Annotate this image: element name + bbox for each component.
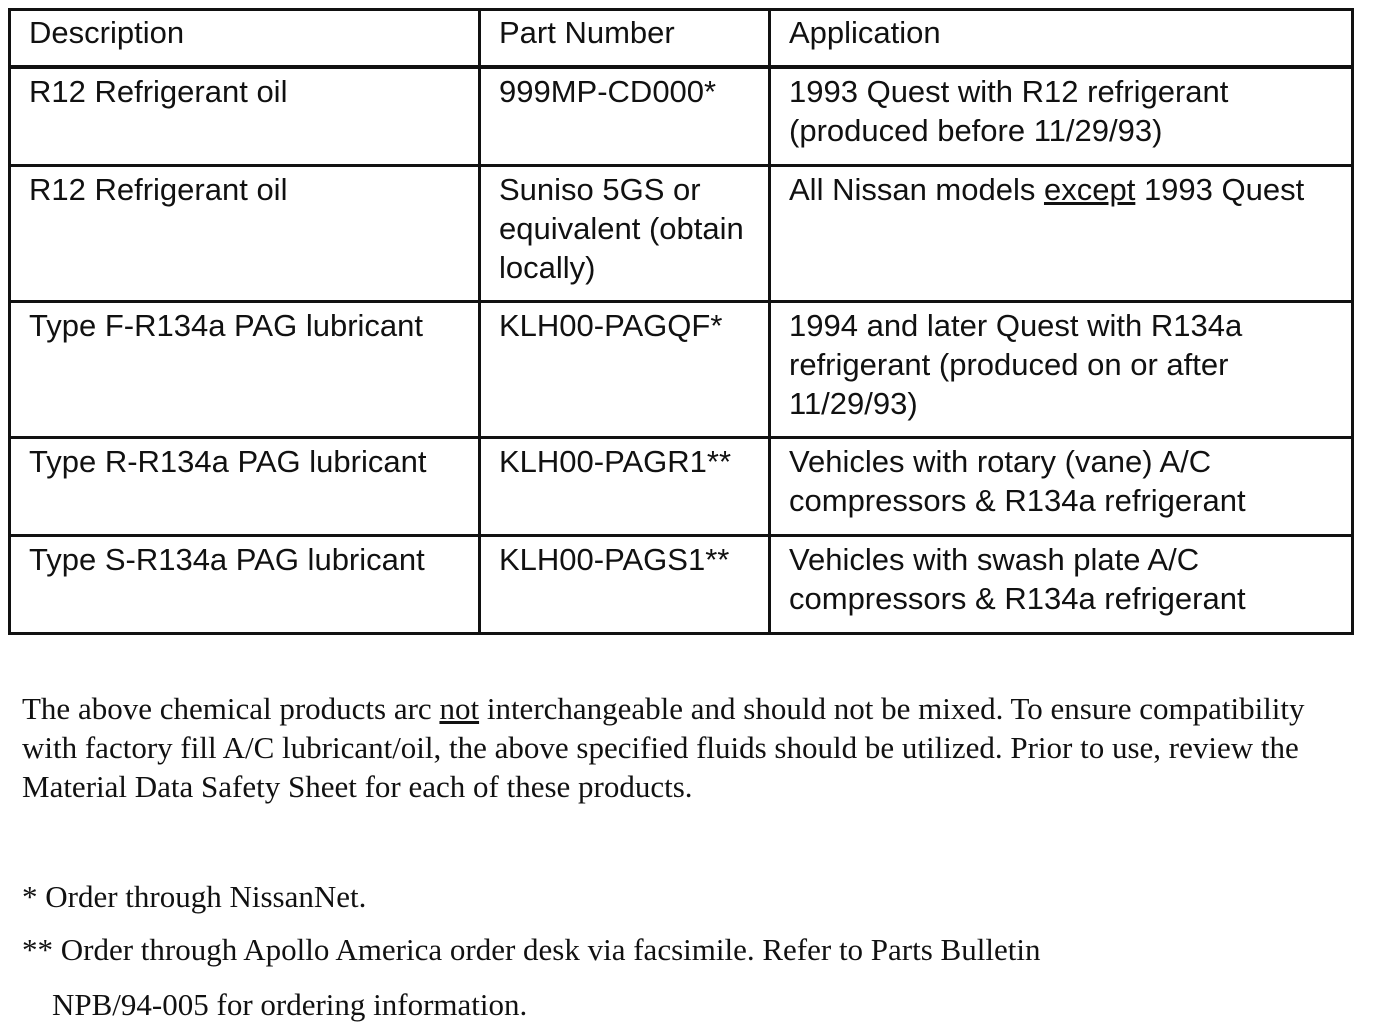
cell-description: R12 Refrigerant oil — [10, 67, 480, 166]
cell-description: Type F-R134a PAG lubricant — [10, 302, 480, 438]
cell-part-number: KLH00-PAGR1** — [480, 438, 770, 536]
note-text: interchangeable and should not be mixed. To ensure compatibility with factory fill A/C lubricant/oil, the above specified fluids should be utilized. Prior to use, review the Material Data Safety Sheet for each of these products. — [22, 691, 1305, 804]
cell-application — [770, 166, 1353, 302]
parts-table — [8, 8, 1354, 635]
cell-part-number: KLH00-PAGQF* — [480, 302, 770, 438]
application-text: All Nissan models — [789, 172, 1044, 207]
header-description: Description — [10, 10, 480, 68]
cell-application: 1994 and later Quest with R134a refrigerant (produced on or after 11/29/93) — [770, 302, 1353, 438]
table-row — [10, 536, 1353, 634]
header-application: Application — [770, 10, 1353, 68]
cell-application: 1993 Quest with R12 refrigerant (produced before 11/29/93) — [770, 67, 1353, 166]
footnote-double-asterisk: ** Order through Apollo America order desk via facsimile. Refer to Parts Bulletin — [22, 932, 1041, 967]
mixing-warning-note — [22, 689, 1367, 806]
note-text: The above chemical products arc — [22, 691, 440, 726]
cell-application: Vehicles with rotary (vane) A/C compressors & R134a refrigerant — [770, 438, 1353, 536]
table-row — [10, 302, 1353, 438]
table-row — [10, 438, 1353, 536]
table-row — [10, 67, 1353, 166]
table-header-row — [10, 10, 1353, 68]
cell-description: R12 Refrigerant oil — [10, 166, 480, 302]
footnote-single-asterisk: * Order through NissanNet. — [22, 879, 367, 914]
cell-description: Type R-R134a PAG lubricant — [10, 438, 480, 536]
application-emphasis: except — [1043, 172, 1136, 207]
cell-application: Vehicles with swash plate A/C compressors & R134a refrigerant — [770, 536, 1353, 634]
footnote-double-asterisk-continued: NPB/94-005 for ordering information. — [52, 987, 528, 1022]
application-text: 1993 Quest — [1135, 172, 1305, 207]
cell-description: Type S-R134a PAG lubricant — [10, 536, 480, 634]
header-part-number: Part Number — [480, 10, 770, 68]
cell-part-number: KLH00-PAGS1** — [480, 536, 770, 634]
cell-part-number: Suniso 5GS or equivalent (obtain locally) — [480, 166, 770, 302]
cell-part-number: 999MP-CD000* — [480, 67, 770, 166]
table-row — [10, 166, 1353, 302]
note-emphasis: not — [439, 691, 480, 726]
